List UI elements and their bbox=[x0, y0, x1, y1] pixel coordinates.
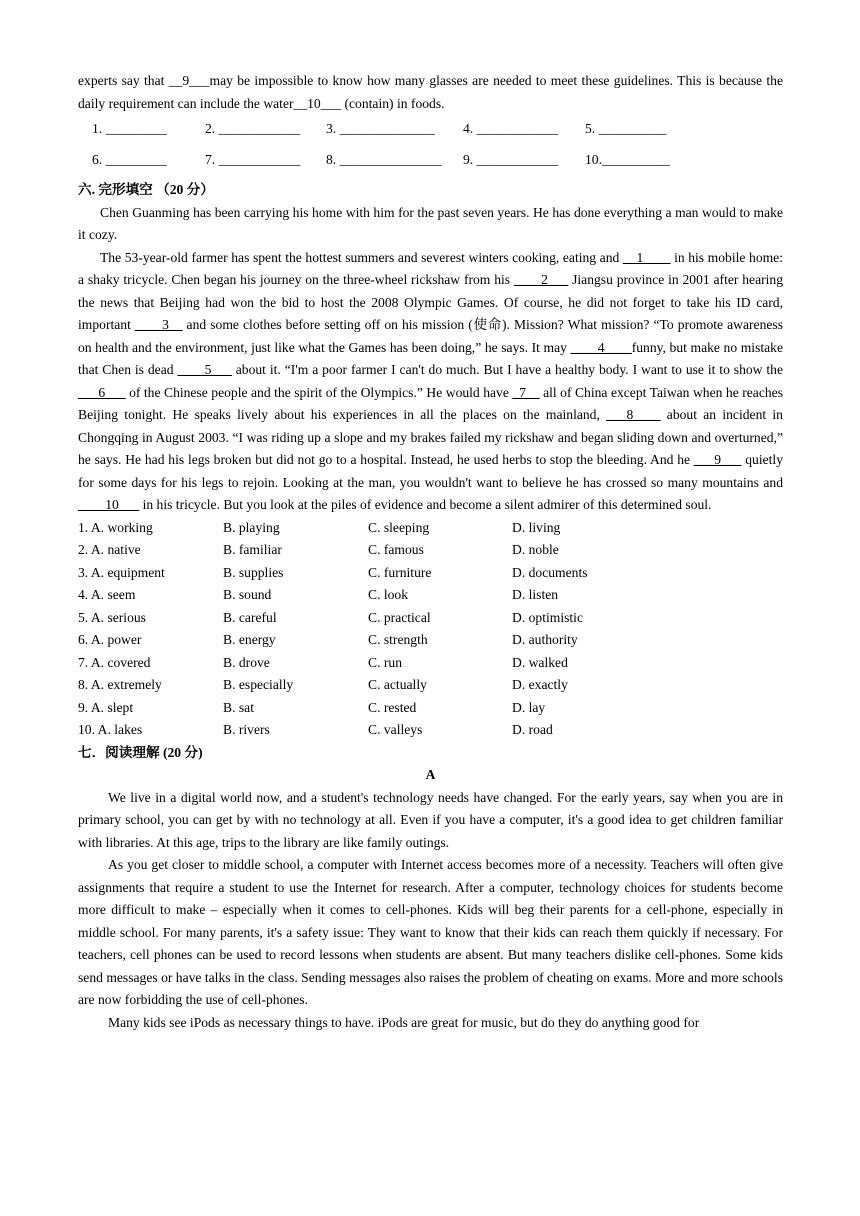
cloze-text: all of China except Taiwan when he reaches Beijing tonight. He speaks lively about his experiences in all the places on the mainland, bbox=[78, 384, 783, 422]
option-c[interactable]: C. valleys bbox=[368, 722, 423, 737]
blank-9: __9___ bbox=[168, 73, 210, 88]
option-b[interactable]: B. sound bbox=[223, 587, 272, 602]
blank-10: __10___ bbox=[293, 95, 342, 111]
cloze-blank-5: ____5___ bbox=[177, 362, 232, 377]
cloze-text: in his mobile home: a shaky tricycle. Chen began his journey on the three-wheel rickshaw from his bbox=[78, 249, 783, 287]
option-d[interactable]: D. noble bbox=[512, 542, 559, 557]
cloze-blank-10: ____10___ bbox=[78, 497, 140, 512]
intro-text: experts say that bbox=[78, 73, 169, 88]
cloze-text: in his tricycle. But you look at the piles of evidence and become a silent admirer of this determined soul. bbox=[139, 497, 712, 512]
passage-label: A bbox=[425, 767, 436, 782]
reading-paragraph-3: Many kids see iPods as necessary things to have. iPods are great for music, but do they do anything good for bbox=[108, 1014, 700, 1030]
option-d[interactable]: D. exactly bbox=[512, 677, 568, 692]
answer-blanks-row-2 bbox=[92, 149, 783, 172]
cloze-paragraph-1: Chen Guanming has been carrying his home with him for the past seven years. He has done everything a man would to make it cozy. bbox=[78, 204, 783, 242]
option-d[interactable]: D. road bbox=[512, 722, 553, 737]
option-c[interactable]: C. sleeping bbox=[368, 519, 430, 535]
option-c[interactable]: C. strength bbox=[368, 632, 428, 647]
intro-paragraph bbox=[78, 70, 783, 115]
option-row-7 bbox=[78, 652, 783, 675]
option-d[interactable]: D. optimistic bbox=[512, 609, 583, 625]
section-6-title: 六. 完形填空 （20 分） bbox=[78, 182, 214, 197]
answer-blank[interactable]: 3. ______________ bbox=[326, 121, 435, 136]
option-b[interactable]: B. sat bbox=[223, 699, 254, 715]
cloze-paragraph-2 bbox=[78, 247, 783, 517]
option-c[interactable]: C. practical bbox=[368, 609, 431, 625]
cloze-blank-2: ____2___ bbox=[513, 272, 569, 287]
option-a[interactable]: 5. A. serious bbox=[78, 609, 146, 625]
option-a[interactable]: 10. A. lakes bbox=[78, 722, 143, 737]
cloze-text: Jiangsu province in 2001 after hearing the news that Beijing had won the bid to host the 2008 Olympic Games. Of course, he did not forget to take his ID card, important bbox=[78, 272, 783, 332]
option-a[interactable]: 6. A. power bbox=[78, 632, 142, 647]
option-c[interactable]: C. famous bbox=[368, 542, 424, 557]
option-c[interactable]: C. run bbox=[368, 654, 402, 670]
option-row-1 bbox=[78, 517, 783, 540]
option-a[interactable]: 7. A. covered bbox=[78, 654, 151, 670]
answer-blank[interactable]: 4. ____________ bbox=[463, 121, 559, 136]
option-row-3 bbox=[78, 562, 783, 585]
option-row-6 bbox=[78, 629, 783, 652]
reading-paragraph-2: As you get closer to middle school, a computer with Internet access becomes more of a necessity. Teachers will often give assignments that require a student to use the Internet for research. After a computer, technology choices for students become more difficult to make – especially when it comes to cell-phones. Kids will beg their parents for a cell-phone, especially in middle school. For many parents, it's a safety issue: They want to know that their kids can reach them quickly if necessary. For teachers, cell phones can be used to record lessons when students are absent. But many teachers dislike cell-phones. Some kids send messages or have talks in the class. Sending messages also raises the problem of cheating on exams. More and more schools are now forbidding the use of cell-phones. bbox=[78, 857, 783, 1007]
option-c[interactable]: C. furniture bbox=[368, 564, 432, 580]
option-b[interactable]: B. drove bbox=[223, 654, 270, 670]
option-a[interactable]: 2. A. native bbox=[78, 542, 141, 557]
answer-blanks-row-1 bbox=[92, 118, 783, 141]
option-row-5 bbox=[78, 607, 783, 630]
answer-blank[interactable]: 8. _______________ bbox=[326, 151, 442, 167]
option-b[interactable]: B. playing bbox=[223, 519, 280, 535]
option-b[interactable]: B. familiar bbox=[223, 542, 282, 557]
option-b[interactable]: B. especially bbox=[223, 677, 294, 692]
option-a[interactable]: 8. A. extremely bbox=[78, 677, 162, 692]
cloze-text: about an incident in Chongqing in August 2003. “I was riding up a slope and my brakes failed my rickshaw and began sliding down and overturned,” he says. He had his legs broken but did not go to a hospital. Instead, he used herbs to stop the bleeding. And he bbox=[78, 407, 783, 467]
answer-blank[interactable]: 1. _________ bbox=[92, 121, 167, 136]
option-c[interactable]: C. rested bbox=[368, 699, 417, 715]
document-page bbox=[78, 70, 783, 1034]
option-c[interactable]: C. actually bbox=[368, 677, 427, 692]
cloze-blank-9: ___9___ bbox=[693, 452, 742, 467]
intro-text: may be impossible to know how many glasses are needed to meet these guidelines. This is because the daily requirement can include the water bbox=[78, 73, 783, 111]
cloze-blank-6: ___6___ bbox=[78, 384, 126, 400]
reading-paragraph-1: We live in a digital world now, and a student's technology needs have changed. For the early years, say when you are in primary school, you can get by with no technology at all. Even if you have a computer, it's a good idea to get children familiar with libraries. At this age, trips to the library are like family outings. bbox=[78, 789, 783, 850]
cloze-text: funny, but make no mistake that Chen is dead bbox=[78, 339, 783, 377]
answer-blank[interactable]: 7. ____________ bbox=[205, 151, 301, 167]
cloze-options bbox=[78, 517, 783, 742]
cloze-blank-8: ___8____ bbox=[606, 407, 661, 422]
option-b[interactable]: B. rivers bbox=[223, 722, 270, 737]
answer-blank[interactable]: 6. _________ bbox=[92, 151, 167, 167]
option-row-4 bbox=[78, 584, 783, 607]
option-row-8 bbox=[78, 674, 783, 697]
option-d[interactable]: D. documents bbox=[512, 564, 588, 580]
cloze-text: of the Chinese people and the spirit of the Olympics.” He would have bbox=[125, 384, 513, 400]
cloze-blank-7: _7__ bbox=[512, 384, 540, 400]
option-row-9 bbox=[78, 697, 783, 720]
option-b[interactable]: B. careful bbox=[223, 609, 277, 625]
cloze-text: and some clothes before setting off on his mission (使命). Mission? What mission? “To promote awareness on health and the environment, just like what the Games has been doing,” he says. It may bbox=[78, 317, 783, 355]
answer-blank[interactable]: 9. ____________ bbox=[463, 151, 559, 167]
option-a[interactable]: 4. A. seem bbox=[78, 587, 136, 602]
cloze-text: The 53-year-old farmer has spent the hottest summers and severest winters cooking, eating and bbox=[100, 249, 623, 265]
option-d[interactable]: D. living bbox=[512, 519, 561, 535]
answer-blank[interactable]: 10.__________ bbox=[585, 151, 670, 167]
answer-blank[interactable]: 5. __________ bbox=[585, 121, 667, 136]
cloze-blank-4: ____4____ bbox=[570, 339, 632, 355]
option-a[interactable]: 3. A. equipment bbox=[78, 564, 165, 580]
option-a[interactable]: 9. A. slept bbox=[78, 699, 134, 715]
option-d[interactable]: D. walked bbox=[512, 654, 568, 670]
cloze-text: about it. “I'm a poor farmer I can't do much. But I have a healthy body. I want to use it to show the bbox=[231, 362, 784, 377]
intro-text: (contain) in foods. bbox=[341, 95, 445, 111]
option-d[interactable]: D. listen bbox=[512, 587, 559, 602]
option-d[interactable]: D. authority bbox=[512, 632, 578, 647]
option-row-2 bbox=[78, 539, 783, 562]
section-7-title: 七．阅读理解 (20 分) bbox=[78, 744, 203, 760]
cloze-blank-1: __1____ bbox=[622, 249, 671, 265]
option-row-10 bbox=[78, 719, 783, 742]
option-a[interactable]: 1. A. working bbox=[78, 519, 153, 535]
answer-blank[interactable]: 2. ____________ bbox=[205, 121, 301, 136]
cloze-text: quietly for some days for his legs to rejoin. Looking at the man, you wouldn't want to believe he has crossed so many mountains and bbox=[78, 452, 783, 490]
option-c[interactable]: C. look bbox=[368, 587, 409, 602]
option-b[interactable]: B. supplies bbox=[223, 564, 284, 580]
cloze-blank-3: ____3__ bbox=[134, 317, 183, 332]
option-d[interactable]: D. lay bbox=[512, 699, 546, 715]
option-b[interactable]: B. energy bbox=[223, 632, 276, 647]
